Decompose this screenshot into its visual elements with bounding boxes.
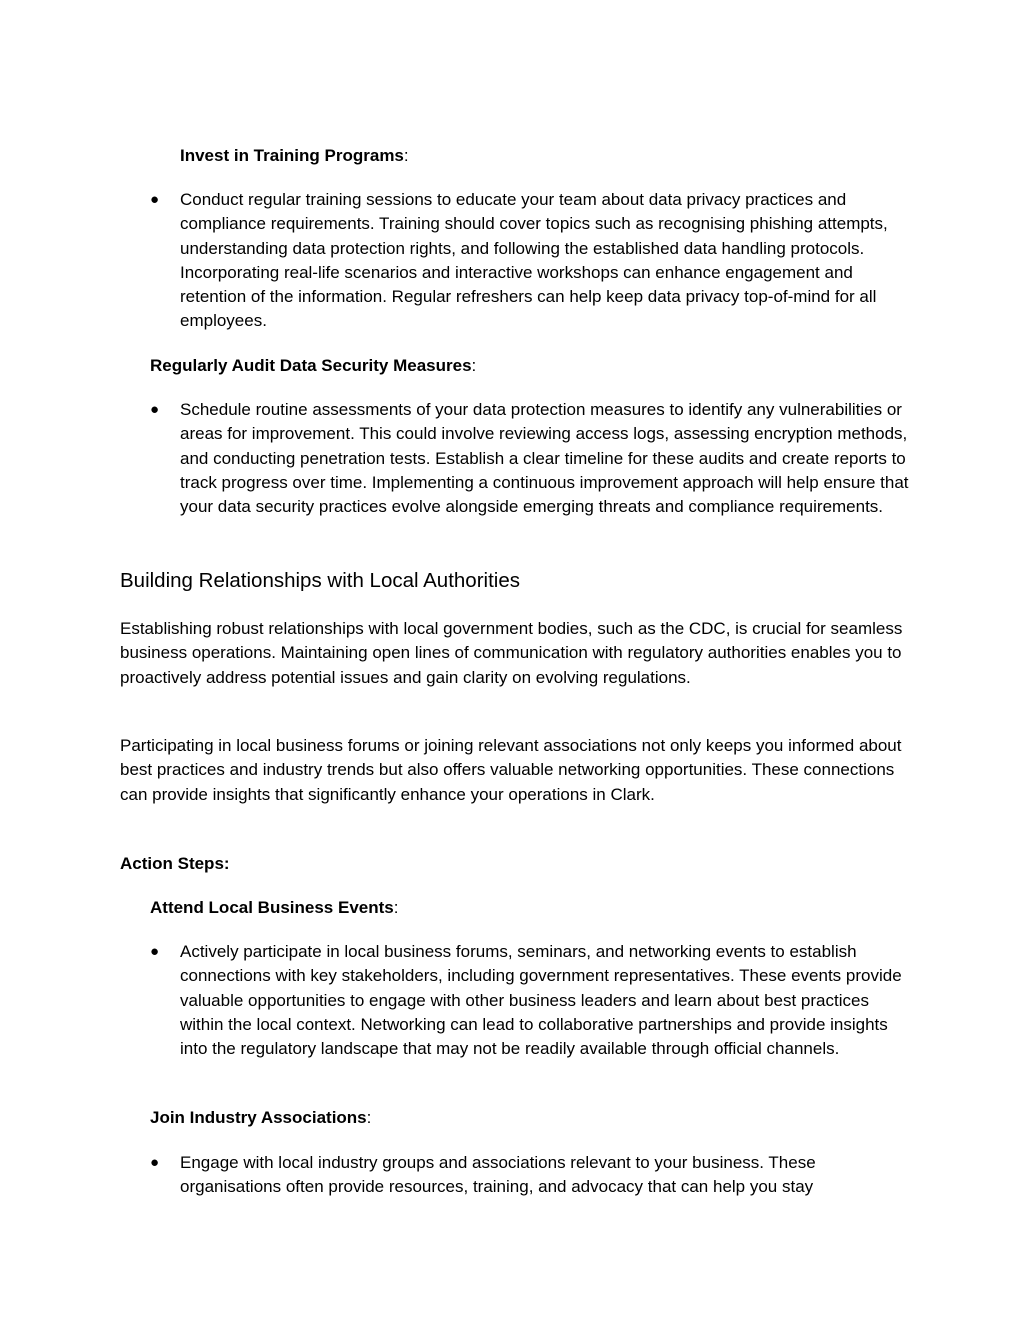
training-heading [180, 144, 409, 168]
audit-heading [150, 354, 476, 378]
bullet-icon: ● [150, 401, 160, 418]
associations-heading [150, 1106, 371, 1130]
events-heading [150, 896, 398, 920]
section-paragraph-2: Participating in local business forums or joining relevant associations not only keeps you informed about best practices and industry trends but also offers valuable networking opportunities. These connections can provide insights that significantly enhance your operations in Clark. [120, 736, 902, 804]
audit-bullet-item [150, 398, 910, 548]
section-paragraph-1: Establishing robust relationships with local government bodies, such as the CDC, is crucial for seamless business operations. Maintaining open lines of communication with regulatory authorities enables you to proactively address potential issues and gain clarity on evolving regulations. [120, 619, 903, 687]
training-heading-colon: : [403, 146, 409, 165]
associations-heading-text: Join Industry Associations [150, 1108, 367, 1127]
audit-bullet-text: Schedule routine assessments of your data protection measures to identify any vulnerabilities or areas for improvement. This could involve reviewing access logs, assessing encryption methods, and conducting penetration tests. Establish a clear timeline for these audits and create reports to track progress over time. Implementing a continuous improvement approach will help ensure that your data security practices evolve alongside emerging threats and compliance requirements. [180, 400, 909, 517]
training-bullet-item [150, 188, 910, 338]
events-heading-text: Attend Local Business Events [150, 898, 394, 917]
action-steps-label: Action Steps: [120, 854, 230, 873]
events-bullet-text: Actively participate in local business forums, seminars, and networking events to establish connections with key stakeholders, including government representatives. These events provide valuable opportunities to engage with other business leaders and learn about best practices within the local context. Networking can lead to collaborative partnerships and provide insights into the regulatory landscape that may not be readily available through official channels. [180, 942, 902, 1059]
bullet-icon: ● [150, 1154, 160, 1171]
events-heading-colon: : [393, 898, 399, 917]
bullet-icon: ● [150, 943, 160, 960]
bullet-icon: ● [150, 191, 160, 208]
associations-heading-colon: : [366, 1108, 372, 1127]
events-bullet-item [150, 940, 910, 1090]
section-title: Building Relationships with Local Authorities [120, 569, 520, 592]
audit-heading-colon: : [471, 356, 477, 375]
associations-bullet-item [150, 1151, 910, 1203]
audit-heading-text: Regularly Audit Data Security Measures [150, 356, 472, 375]
training-heading-text: Invest in Training Programs [180, 146, 404, 165]
associations-bullet-text: Engage with local industry groups and associations relevant to your business. These organisations often provide resources, training, and advocacy that can help you stay [180, 1153, 816, 1197]
training-bullet-text: Conduct regular training sessions to educate your team about data privacy practices and compliance requirements. Training should cover topics such as recognising phishing attempts, understanding data protection rights, and following the established data handling protocols. Incorporating real-life scenarios and interactive workshops can enhance engagement and retention of the information. Regular refreshers can help keep data privacy top-of-mind for all employees. [180, 190, 888, 331]
